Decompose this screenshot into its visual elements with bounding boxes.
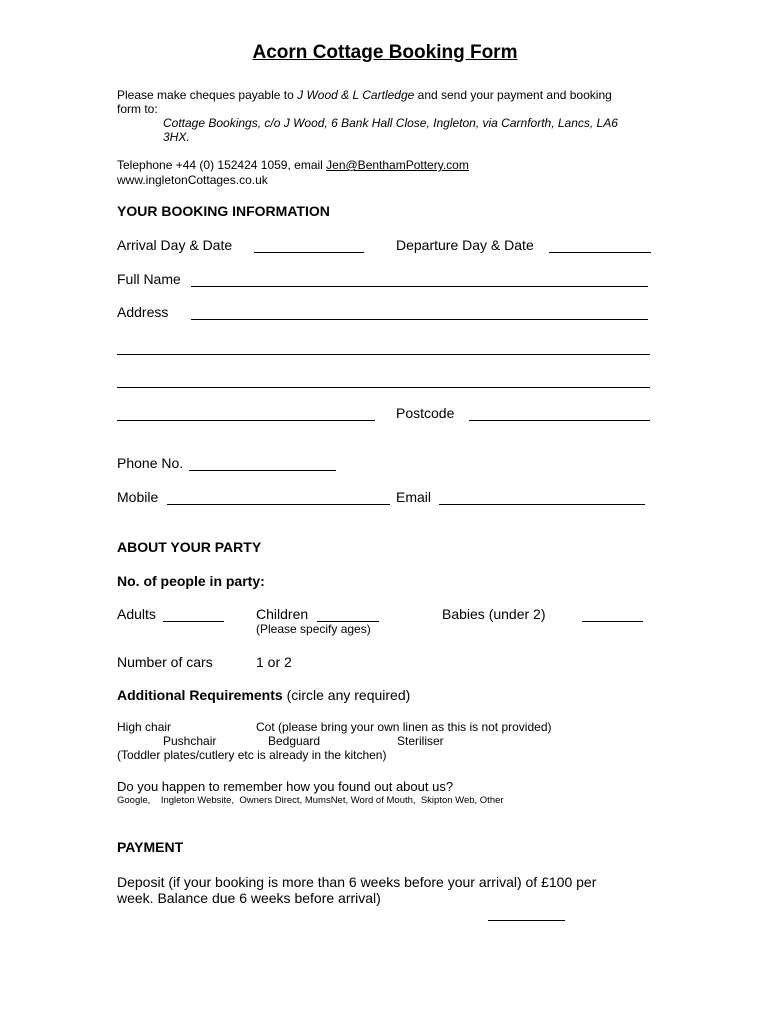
babies-label: Babies (under 2) bbox=[442, 606, 546, 622]
adults-label: Adults bbox=[117, 606, 156, 622]
req-bedguard[interactable]: Bedguard bbox=[268, 734, 321, 748]
website-text: www.ingletonCottages.co.uk bbox=[117, 173, 268, 187]
postal-address-line-1: Cottage Bookings, c/o J Wood, 6 Bank Hall Close, Ingleton, via Carnforth, Lancs, LA6 bbox=[163, 116, 618, 130]
address-field-4[interactable] bbox=[117, 420, 375, 421]
intro-line-1 bbox=[117, 88, 612, 102]
children-note: (Please specify ages) bbox=[256, 622, 371, 636]
full-name-label: Full Name bbox=[117, 271, 181, 287]
req-pushchair[interactable]: Pushchair bbox=[163, 734, 217, 748]
phone-field[interactable] bbox=[189, 470, 336, 471]
intro-line-2: form to: bbox=[117, 102, 158, 116]
found-option[interactable]: MumsNet, bbox=[304, 795, 349, 806]
postcode-label: Postcode bbox=[396, 405, 455, 421]
payee-name: J Wood & L Cartledge bbox=[297, 88, 415, 102]
departure-label: Departure Day & Date bbox=[396, 237, 534, 253]
cars-label: Number of cars bbox=[117, 654, 213, 670]
intro-suffix: and send your payment and booking bbox=[414, 88, 612, 102]
intro-prefix: Please make cheques payable to bbox=[117, 88, 298, 102]
address-field-3[interactable] bbox=[117, 387, 650, 388]
deposit-line-1: Deposit (if your booking is more than 6 weeks before your arrival) of £100 per bbox=[117, 874, 597, 890]
email-label: Email bbox=[396, 489, 432, 505]
found-option[interactable]: Ingleton Website, bbox=[160, 795, 235, 806]
found-option[interactable]: Skipton Web, bbox=[420, 795, 478, 806]
arrival-field[interactable] bbox=[254, 252, 364, 253]
mobile-field[interactable] bbox=[167, 504, 390, 505]
found-options bbox=[117, 795, 504, 806]
departure-field[interactable] bbox=[549, 252, 651, 253]
deposit-line-2: week. Balance due 6 weeks before arrival) bbox=[117, 890, 381, 906]
cars-options[interactable]: 1 or 2 bbox=[256, 654, 292, 670]
phone-label: Phone No. bbox=[117, 455, 184, 471]
full-name-field[interactable] bbox=[191, 286, 648, 287]
postal-address-line-2: 3HX. bbox=[163, 130, 190, 144]
email-field[interactable] bbox=[439, 504, 645, 505]
found-option[interactable]: Google, bbox=[117, 795, 151, 806]
additional-note: (circle any required) bbox=[282, 687, 411, 703]
found-question: Do you happen to remember how you found out about us? bbox=[117, 779, 454, 794]
additional-heading: Additional Requirements bbox=[117, 687, 283, 703]
found-option[interactable]: Owners Direct, bbox=[239, 795, 303, 806]
payment-heading: PAYMENT bbox=[117, 839, 184, 855]
arrival-label: Arrival Day & Date bbox=[117, 237, 233, 253]
address-label: Address bbox=[117, 304, 169, 320]
mobile-label: Mobile bbox=[117, 489, 159, 505]
found-option[interactable]: Word of Mouth, bbox=[350, 795, 416, 806]
req-cot[interactable]: Cot (please bring your own linen as this is not provided) bbox=[256, 720, 552, 734]
address-field-1[interactable] bbox=[191, 319, 648, 320]
telephone-line bbox=[117, 158, 469, 172]
req-high-chair[interactable]: High chair bbox=[117, 720, 172, 734]
party-heading: ABOUT YOUR PARTY bbox=[117, 539, 262, 555]
additional-requirements-line bbox=[117, 687, 410, 703]
email-link[interactable]: Jen@BenthamPottery.com bbox=[326, 158, 469, 172]
babies-field[interactable] bbox=[582, 621, 643, 622]
form-title: Acorn Cottage Booking Form bbox=[252, 42, 518, 63]
address-field-2[interactable] bbox=[117, 354, 650, 355]
people-heading: No. of people in party: bbox=[117, 573, 265, 589]
payment-field[interactable] bbox=[488, 920, 565, 921]
booking-heading: YOUR BOOKING INFORMATION bbox=[117, 203, 330, 219]
found-option[interactable]: Other bbox=[479, 795, 504, 806]
req-steriliser[interactable]: Steriliser bbox=[397, 734, 444, 748]
telephone-text: Telephone +44 (0) 152424 1059, email bbox=[117, 158, 327, 172]
req-toddler-note: (Toddler plates/cutlery etc is already in the kitchen) bbox=[117, 748, 387, 762]
children-label: Children bbox=[256, 606, 309, 622]
postcode-field[interactable] bbox=[469, 420, 650, 421]
adults-field[interactable] bbox=[163, 621, 224, 622]
